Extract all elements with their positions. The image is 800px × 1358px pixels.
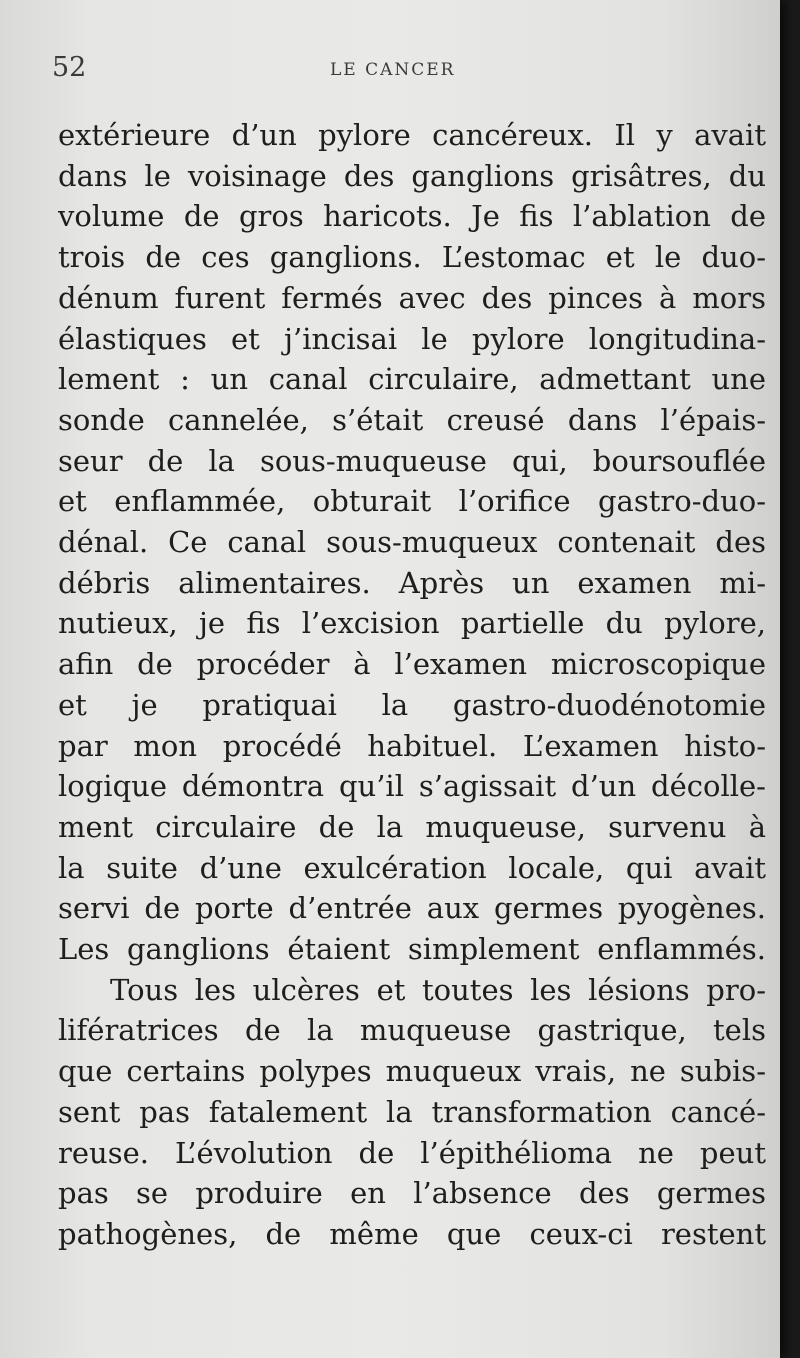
- text-line: reuse. L’évolution de l’épithélioma ne peut: [58, 1135, 766, 1170]
- text-line: pas se produire en l’absence des germes: [58, 1176, 766, 1211]
- body-text: [58, 115, 766, 1255]
- text-line: servi de porte d’entrée aux germes pyogènes.: [58, 891, 766, 926]
- text-line: ment circulaire de la muqueuse, survenu à: [58, 809, 766, 844]
- text-line: que certains polypes muqueux vrais, ne subis-: [58, 1054, 766, 1089]
- text-line: Les ganglions étaient simplement enflammés.: [58, 932, 766, 967]
- page-header: [52, 52, 712, 92]
- text-line: la suite d’une exulcération locale, qui avait: [58, 850, 766, 885]
- text-line: dénum furent fermés avec des pinces à mors: [58, 280, 766, 315]
- text-line: trois de ces ganglions. L’estomac et le duo-: [58, 240, 766, 275]
- text-line: pathogènes, de même que ceux-ci restent: [58, 1216, 766, 1251]
- text-line: élastiques et j’incisai le pylore longitudina-: [58, 321, 766, 356]
- text-line: lement : un canal circulaire, admettant une: [58, 362, 766, 397]
- text-line: dans le voisinage des ganglions grisâtres, du: [58, 158, 766, 193]
- text-line: débris alimentaires. Après un examen mi-: [58, 565, 766, 600]
- text-line: Tous les ulcères et toutes les lésions pro-: [110, 972, 766, 1007]
- text-line: sonde cannelée, s’était creusé dans l’épais-: [58, 402, 766, 437]
- text-line: sent pas fatalement la transformation cancé-: [58, 1094, 766, 1129]
- text-line: logique démontra qu’il s’agissait d’un décolle-: [58, 769, 766, 804]
- running-title: LE CANCER: [330, 60, 456, 80]
- text-line: seur de la sous-muqueuse qui, boursouflée: [58, 443, 766, 478]
- text-line: dénal. Ce canal sous-muqueux contenait des: [58, 525, 766, 560]
- text-line: par mon procédé habituel. L’examen histo-: [58, 728, 766, 763]
- text-line: afin de procéder à l’examen microscopique: [58, 647, 766, 682]
- text-line: extérieure d’un pylore cancéreux. Il y avait: [58, 118, 766, 152]
- page-number: 52: [52, 52, 87, 83]
- text-line: volume de gros haricots. Je fis l’ablation de: [58, 199, 766, 234]
- text-line: et enflammée, obturait l’orifice gastro-duo-: [58, 484, 766, 519]
- text-line: lifératrices de la muqueuse gastrique, tels: [58, 1013, 766, 1048]
- text-line: nutieux, je fis l’excision partielle du pylore,: [58, 606, 766, 641]
- text-line: et je pratiquai la gastro-duodénotomie: [58, 687, 766, 722]
